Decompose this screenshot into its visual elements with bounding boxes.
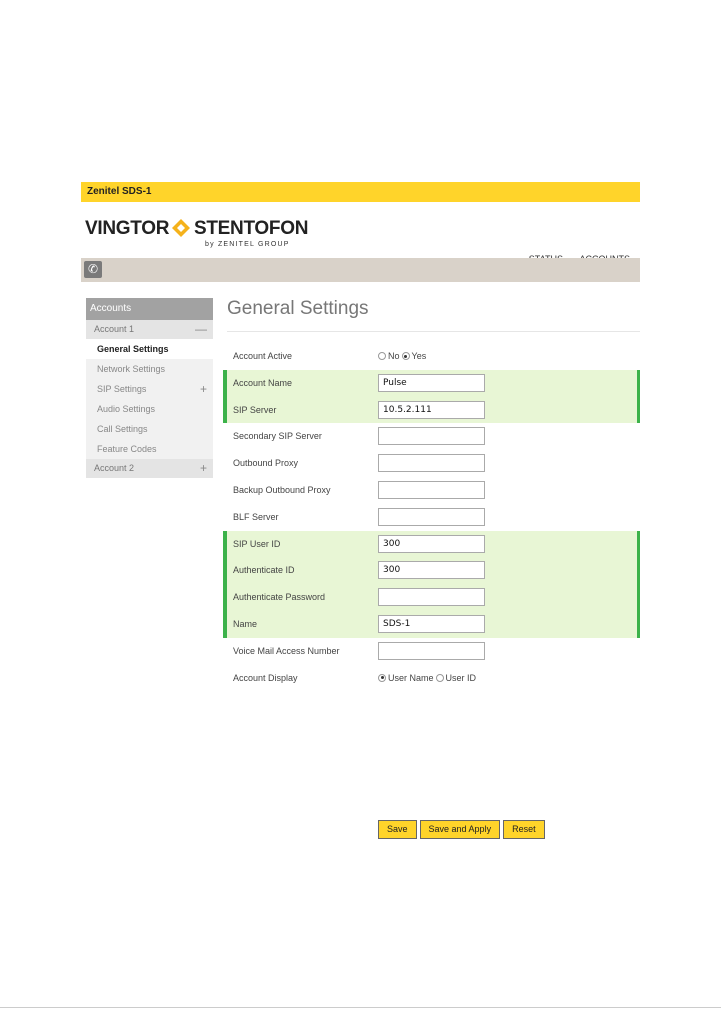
logo-subtitle: by ZENITEL GROUP [205,241,290,248]
row-account-active [223,343,640,370]
name-input[interactable] [378,615,485,633]
sip-user-id-input[interactable] [378,535,485,553]
label-authenticate-id: Authenticate ID [233,565,295,576]
row-backup-outbound-proxy [223,477,640,504]
radio-yes[interactable] [402,352,410,360]
label-blf-server: BLF Server [233,511,279,522]
row-account-display [223,665,640,692]
sidebar-item-sip-settings[interactable] [86,379,213,399]
logo-word-1: VINGTOR [85,218,170,239]
authenticate-id-input[interactable] [378,561,485,579]
radio-no-label: No [388,351,400,361]
account-display-radios [378,673,476,683]
label-sip-user-id: SIP User ID [233,538,281,549]
reset-button[interactable]: Reset [503,820,545,839]
sip-server-input[interactable] [378,401,485,419]
account-active-radios [378,351,426,361]
radio-yes-label: Yes [411,351,427,361]
row-secondary-sip-server [223,423,640,450]
expand-icon[interactable]: + [199,461,207,475]
row-name [223,611,640,638]
sidebar-item-general-settings[interactable]: General Settings [86,339,213,359]
radio-user-id[interactable] [436,674,444,682]
save-and-apply-button[interactable]: Save and Apply [420,820,501,839]
logo-mark-icon [171,218,191,238]
row-sip-user-id [223,531,640,558]
label-account-name: Account Name [233,377,293,388]
authenticate-password-input[interactable] [378,588,485,606]
secondary-sip-server-input[interactable] [378,427,485,445]
label-sip-server: SIP Server [233,404,277,415]
toolbar [81,258,640,282]
label-name: Name [233,618,258,629]
sidebar-heading: Accounts [86,298,213,320]
save-button[interactable]: Save [378,820,417,839]
label-account-display: Account Display [233,672,298,683]
row-blf-server [223,504,640,531]
form-buttons [378,820,545,839]
sidebar-account-2-label: Account 2 [94,463,135,473]
sidebar-item-sip-settings-label: SIP Settings [97,384,147,394]
row-outbound-proxy [223,450,640,477]
divider [227,331,640,332]
radio-user-name[interactable] [378,674,386,682]
phone-icon[interactable]: ✆ [84,261,102,278]
app-window [81,182,640,834]
sidebar-item-audio-settings[interactable]: Audio Settings [86,399,213,419]
blf-server-input[interactable] [378,508,485,526]
logo-word-2: STENTOFON [194,218,309,239]
label-backup-outbound-proxy: Backup Outbound Proxy [233,484,331,495]
main-content [227,298,640,834]
sidebar-account-1[interactable] [86,320,213,339]
sidebar-account-1-label: Account 1 [94,324,135,334]
sidebar-account-2[interactable] [86,459,213,478]
brand-logo [85,217,309,253]
label-account-active: Account Active [233,351,293,361]
title-bar: Zenitel SDS-1 [81,182,640,202]
page-bottom-border [0,1007,721,1008]
sidebar [86,298,213,478]
row-sip-server [223,397,640,424]
backup-outbound-proxy-input[interactable] [378,481,485,499]
label-voice-mail: Voice Mail Access Number [233,645,340,656]
expand-icon[interactable]: + [199,382,207,396]
collapse-icon[interactable]: — [195,322,207,336]
account-name-input[interactable] [378,374,485,392]
label-secondary-sip-server: Secondary SIP Server [233,431,322,442]
label-authenticate-password: Authenticate Password [233,592,326,603]
sidebar-item-call-settings[interactable]: Call Settings [86,419,213,439]
radio-user-id-label: User ID [445,672,477,683]
sidebar-item-feature-codes[interactable]: Feature Codes [86,439,213,459]
sidebar-item-network-settings[interactable]: Network Settings [86,359,213,379]
row-voice-mail [223,638,640,665]
header [81,202,640,260]
voice-mail-input[interactable] [378,642,485,660]
page-title: General Settings [227,298,369,319]
row-authenticate-id [223,557,640,584]
label-outbound-proxy: Outbound Proxy [233,458,299,469]
radio-user-name-label: User Name [388,672,434,683]
row-authenticate-password [223,584,640,611]
outbound-proxy-input[interactable] [378,454,485,472]
general-settings-form [223,343,640,691]
row-account-name [223,370,640,397]
radio-no[interactable] [378,352,386,360]
